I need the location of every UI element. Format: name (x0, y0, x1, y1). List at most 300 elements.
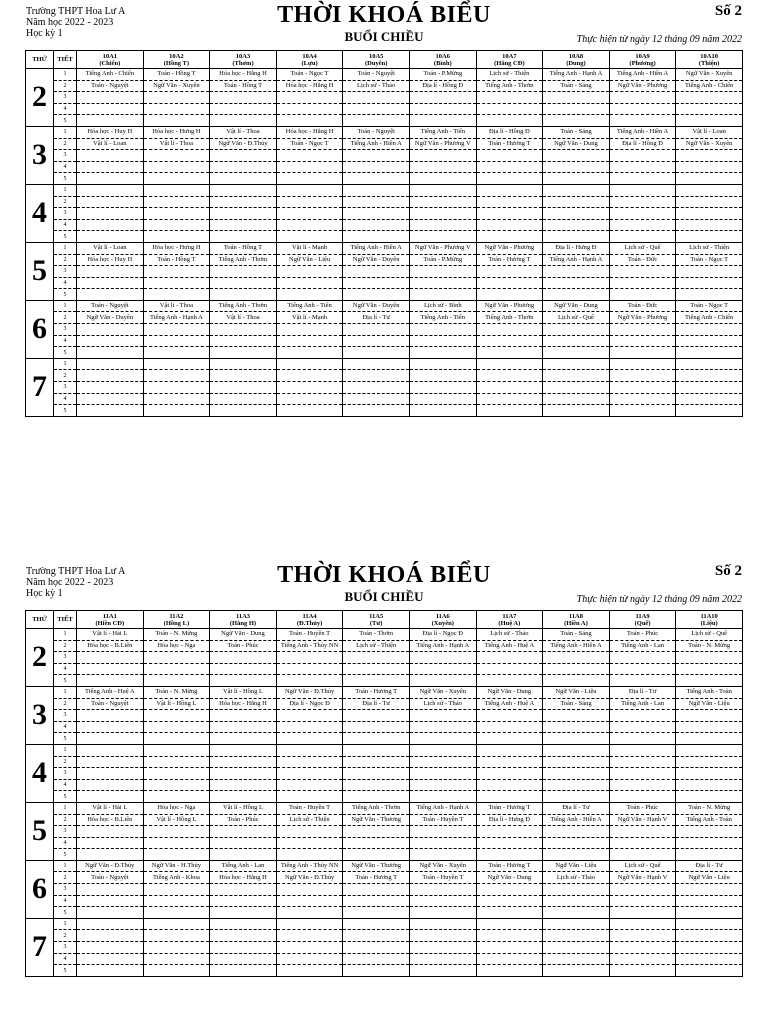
lesson-cell (77, 733, 144, 745)
lesson-cell (543, 393, 610, 405)
lesson-cell (143, 405, 210, 417)
lesson-cell: Địa lí - Hồng Đ (409, 80, 476, 92)
lesson-cell: Địa lí - Hưng Đ (476, 814, 543, 826)
lesson-cell (609, 277, 676, 289)
lesson-cell (276, 965, 343, 977)
lesson-cell: Tiếng Anh - Huệ A (476, 640, 543, 652)
lesson-cell (143, 779, 210, 791)
lesson-cell (609, 826, 676, 838)
effective-date: Thực hiện từ ngày 12 tháng 09 năm 2022 (576, 34, 742, 45)
lesson-cell (77, 277, 144, 289)
lesson-cell (543, 161, 610, 173)
lesson-cell: Tiếng Anh - Thơm (343, 802, 410, 814)
period-row (26, 208, 743, 220)
lesson-cell (543, 266, 610, 278)
lesson-cell (210, 744, 277, 756)
lesson-cell (609, 335, 676, 347)
lesson-cell (343, 791, 410, 803)
period-row (26, 358, 743, 370)
lesson-cell: Vật lí - Thoa (143, 300, 210, 312)
lesson-cell (143, 184, 210, 196)
lesson-cell (77, 675, 144, 687)
lesson-cell (476, 405, 543, 417)
lesson-cell (343, 173, 410, 185)
lesson-cell: Địa lí - Ngọc Đ (276, 698, 343, 710)
period-row (26, 103, 743, 115)
lesson-cell: Ngữ Văn - Duyên (77, 312, 144, 324)
lesson-cell (409, 826, 476, 838)
lesson-cell (210, 103, 277, 115)
period-number: 3 (54, 324, 77, 336)
homeroom-teacher: (Lựu) (301, 59, 318, 67)
lesson-cell: Tiếng Anh - Hiền A (609, 126, 676, 138)
period-row (26, 300, 743, 312)
lesson-cell: Địa lí - Tư (543, 802, 610, 814)
period-row (26, 779, 743, 791)
lesson-cell: Ngữ Văn - Hạnh V (609, 872, 676, 884)
lesson-cell (676, 675, 743, 687)
class-name: 11A6 (435, 612, 450, 620)
lesson-cell: Tiếng Anh - Hạnh A (543, 69, 610, 81)
lesson-cell (143, 710, 210, 722)
period-number: 4 (54, 103, 77, 115)
lesson-cell (210, 930, 277, 942)
lesson-cell: Tiếng Anh - Toàn (676, 686, 743, 698)
period-number: 3 (54, 92, 77, 104)
period-row (26, 266, 743, 278)
lesson-cell (476, 756, 543, 768)
lesson-cell (409, 721, 476, 733)
lesson-cell (409, 347, 476, 359)
lesson-cell (77, 335, 144, 347)
lesson-cell: Lịch sử - Quế (543, 312, 610, 324)
class-name: 10A4 (302, 52, 317, 60)
page-title: THỜI KHOÁ BIỂU (277, 2, 491, 28)
period-row (26, 663, 743, 675)
homeroom-teacher: (Hiền CĐ) (95, 619, 125, 627)
lesson-cell (609, 231, 676, 243)
class-name: 11A5 (369, 612, 384, 620)
lesson-cell (276, 405, 343, 417)
day-label: 7 (26, 358, 54, 416)
lesson-cell (77, 196, 144, 208)
lesson-cell (476, 370, 543, 382)
lesson-cell (210, 907, 277, 919)
lesson-cell (476, 837, 543, 849)
lesson-cell (476, 393, 543, 405)
lesson-cell: Vật lí - Hải L (77, 802, 144, 814)
period-number: 2 (54, 930, 77, 942)
lesson-cell (676, 918, 743, 930)
lesson-cell (210, 837, 277, 849)
lesson-cell (210, 756, 277, 768)
header-row (26, 51, 743, 69)
lesson-cell: Ngữ Văn - Liệu (676, 698, 743, 710)
lesson-cell (210, 393, 277, 405)
lesson-cell (543, 826, 610, 838)
lesson-cell (77, 721, 144, 733)
lesson-cell (210, 382, 277, 394)
sheet-number: Số 2 (714, 563, 742, 579)
lesson-cell (609, 115, 676, 127)
homeroom-teacher: (Liệu) (700, 619, 718, 627)
lesson-cell (343, 965, 410, 977)
lesson-cell (143, 266, 210, 278)
lesson-cell (543, 756, 610, 768)
lesson-cell (676, 895, 743, 907)
lesson-cell (343, 208, 410, 220)
lesson-cell (210, 277, 277, 289)
lesson-cell (476, 733, 543, 745)
lesson-cell (276, 335, 343, 347)
lesson-cell (476, 663, 543, 675)
lesson-cell (476, 161, 543, 173)
day-label: 6 (26, 300, 54, 358)
lesson-cell (276, 393, 343, 405)
lesson-cell (210, 231, 277, 243)
lesson-cell (609, 382, 676, 394)
lesson-cell (343, 907, 410, 919)
lesson-cell: Toán - Hương T (343, 686, 410, 698)
lesson-cell (409, 779, 476, 791)
lesson-cell (143, 895, 210, 907)
lesson-cell: Toán - Hồng T (143, 254, 210, 266)
lesson-cell (676, 115, 743, 127)
lesson-cell (143, 208, 210, 220)
lesson-cell (609, 744, 676, 756)
lesson-cell (143, 663, 210, 675)
lesson-cell (543, 231, 610, 243)
lesson-cell (676, 277, 743, 289)
lesson-cell (343, 710, 410, 722)
lesson-cell: Toán - Huyền T (276, 629, 343, 641)
class-column-header (276, 611, 343, 629)
period-row (26, 184, 743, 196)
lesson-cell (676, 826, 743, 838)
lesson-cell (210, 115, 277, 127)
lesson-cell: Ngữ Văn - Phương (609, 80, 676, 92)
lesson-cell (143, 277, 210, 289)
period-number: 1 (54, 126, 77, 138)
period-column-header: TIẾT (54, 51, 77, 69)
period-number: 2 (54, 312, 77, 324)
lesson-cell (276, 208, 343, 220)
lesson-cell: Ngữ Văn - Thương (343, 814, 410, 826)
lesson-cell (476, 196, 543, 208)
day-label: 2 (26, 629, 54, 687)
homeroom-teacher: (Bình) (433, 59, 452, 67)
lesson-cell: Ngữ Văn - Xuyên (409, 860, 476, 872)
class-column-header (77, 51, 144, 69)
lesson-cell (343, 266, 410, 278)
lesson-cell (476, 208, 543, 220)
lesson-cell (409, 382, 476, 394)
lesson-cell (343, 884, 410, 896)
lesson-cell (143, 907, 210, 919)
lesson-cell (676, 942, 743, 954)
period-row (26, 80, 743, 92)
lesson-cell (276, 942, 343, 954)
lesson-cell (476, 895, 543, 907)
period-row (26, 382, 743, 394)
lesson-cell (343, 405, 410, 417)
lesson-cell (409, 849, 476, 861)
lesson-cell: Vật lí - Hồng L (143, 814, 210, 826)
period-number: 3 (54, 768, 77, 780)
period-number: 2 (54, 756, 77, 768)
lesson-cell (276, 710, 343, 722)
lesson-cell (210, 884, 277, 896)
period-number: 3 (54, 652, 77, 664)
lesson-cell (276, 277, 343, 289)
lesson-cell (343, 675, 410, 687)
lesson-cell (143, 335, 210, 347)
period-number: 3 (54, 884, 77, 896)
lesson-cell: Toán - Phúc (210, 640, 277, 652)
lesson-cell: Toán - Hồng T (210, 242, 277, 254)
class-column-header (409, 611, 476, 629)
lesson-cell: Toán - Hương T (476, 254, 543, 266)
lesson-cell (609, 965, 676, 977)
lesson-cell (476, 92, 543, 104)
school-name: Trường THPT Hoa Lư A (26, 6, 126, 17)
day-label: 3 (26, 686, 54, 744)
lesson-cell (343, 930, 410, 942)
lesson-cell (609, 733, 676, 745)
sheet-number: Số 2 (714, 3, 742, 19)
lesson-cell (143, 837, 210, 849)
day-label: 4 (26, 184, 54, 242)
period-row (26, 254, 743, 266)
homeroom-teacher: (Đ.Thủy) (296, 619, 323, 627)
lesson-cell: Địa lí - Tư (343, 312, 410, 324)
lesson-cell (210, 370, 277, 382)
school-name: Trường THPT Hoa Lư A (26, 566, 126, 577)
lesson-cell: Lịch sử - Quế (609, 242, 676, 254)
lesson-cell (343, 150, 410, 162)
lesson-cell (409, 196, 476, 208)
lesson-cell (276, 779, 343, 791)
period-row (26, 675, 743, 687)
lesson-cell (543, 965, 610, 977)
lesson-cell (409, 358, 476, 370)
lesson-cell (676, 733, 743, 745)
class-name: 11A9 (635, 612, 650, 620)
lesson-cell (343, 358, 410, 370)
period-number: 2 (54, 370, 77, 382)
period-number: 4 (54, 779, 77, 791)
lesson-cell: Toán - Huyền T (409, 872, 476, 884)
lesson-cell: Lịch sử - Quế (676, 629, 743, 641)
lesson-cell (77, 358, 144, 370)
period-row (26, 721, 743, 733)
lesson-cell (409, 675, 476, 687)
lesson-cell (543, 721, 610, 733)
lesson-cell (210, 791, 277, 803)
lesson-cell (676, 907, 743, 919)
lesson-cell (143, 918, 210, 930)
lesson-cell (143, 92, 210, 104)
class-column-header (409, 51, 476, 69)
lesson-cell (276, 161, 343, 173)
lesson-cell: Ngữ Văn - Dung (543, 300, 610, 312)
lesson-cell: Lịch sử - Quế (609, 860, 676, 872)
lesson-cell: Tiếng Anh - Huệ A (476, 698, 543, 710)
lesson-cell (409, 895, 476, 907)
lesson-cell (543, 196, 610, 208)
lesson-cell (276, 744, 343, 756)
lesson-cell (77, 289, 144, 301)
period-number: 1 (54, 629, 77, 641)
day-label: 3 (26, 126, 54, 184)
lesson-cell (543, 382, 610, 394)
period-number: 4 (54, 721, 77, 733)
period-row (26, 918, 743, 930)
lesson-cell: Tiếng Anh - Tiến (409, 126, 476, 138)
lesson-cell (609, 92, 676, 104)
lesson-cell (276, 652, 343, 664)
lesson-cell (609, 907, 676, 919)
homeroom-teacher: (Tư) (369, 619, 383, 627)
lesson-cell: Vật lí - Loan (77, 242, 144, 254)
lesson-cell: Hóa học - B.Liên (77, 814, 144, 826)
lesson-cell (609, 837, 676, 849)
period-row (26, 652, 743, 664)
lesson-cell (409, 208, 476, 220)
class-column-header (143, 51, 210, 69)
lesson-cell (210, 184, 277, 196)
lesson-cell (276, 231, 343, 243)
lesson-cell: Vật lí - Hồng L (143, 698, 210, 710)
period-row (26, 698, 743, 710)
lesson-cell (676, 744, 743, 756)
lesson-cell (210, 710, 277, 722)
period-number: 2 (54, 80, 77, 92)
lesson-cell (343, 393, 410, 405)
period-row (26, 895, 743, 907)
lesson-cell (543, 791, 610, 803)
lesson-cell: Hóa học - Huy H (77, 126, 144, 138)
lesson-cell (143, 733, 210, 745)
lesson-cell (343, 733, 410, 745)
lesson-cell (77, 849, 144, 861)
lesson-cell (210, 405, 277, 417)
lesson-cell: Toán - Hồng T (210, 80, 277, 92)
lesson-cell (543, 849, 610, 861)
lesson-cell (676, 930, 743, 942)
lesson-cell (343, 756, 410, 768)
lesson-cell: Vật lí - Loan (77, 138, 144, 150)
lesson-cell (676, 289, 743, 301)
lesson-cell (343, 335, 410, 347)
period-row (26, 196, 743, 208)
lesson-cell: Toán - Nguyệt (77, 698, 144, 710)
lesson-cell (476, 907, 543, 919)
day-label: 5 (26, 242, 54, 300)
lesson-cell (276, 370, 343, 382)
lesson-cell (676, 324, 743, 336)
lesson-cell (77, 710, 144, 722)
lesson-cell (77, 930, 144, 942)
lesson-cell (609, 918, 676, 930)
lesson-cell (343, 721, 410, 733)
lesson-cell (676, 756, 743, 768)
lesson-cell: Toán - Nguyệt (77, 872, 144, 884)
lesson-cell: Toán - N. Mừng (676, 802, 743, 814)
lesson-cell (676, 710, 743, 722)
lesson-cell (210, 173, 277, 185)
timetable (25, 50, 743, 417)
lesson-cell (343, 895, 410, 907)
period-row (26, 312, 743, 324)
lesson-cell (210, 849, 277, 861)
period-number: 5 (54, 791, 77, 803)
lesson-cell (543, 710, 610, 722)
lesson-cell (676, 837, 743, 849)
lesson-cell (210, 358, 277, 370)
lesson-cell (676, 103, 743, 115)
lesson-cell: Lịch sử - Thiện (343, 640, 410, 652)
lesson-cell (676, 347, 743, 359)
lesson-cell: Ngữ Văn - Đ.Thủy (77, 860, 144, 872)
lesson-cell: Tiếng Anh - Hạnh A (409, 802, 476, 814)
period-row (26, 907, 743, 919)
lesson-cell: Toán - Phúc (609, 802, 676, 814)
lesson-cell: Tiếng Anh - Lan (609, 640, 676, 652)
day-label: 6 (26, 860, 54, 918)
lesson-cell (676, 161, 743, 173)
lesson-cell (343, 277, 410, 289)
lesson-cell: Ngữ Văn - Liệu (676, 872, 743, 884)
lesson-cell (276, 358, 343, 370)
lesson-cell (343, 768, 410, 780)
period-number: 3 (54, 710, 77, 722)
lesson-cell (609, 219, 676, 231)
lesson-cell: Toán - Đức (609, 300, 676, 312)
lesson-cell (77, 907, 144, 919)
lesson-cell: Ngữ Văn - Xuyên (143, 80, 210, 92)
lesson-cell (77, 768, 144, 780)
lesson-cell (276, 675, 343, 687)
lesson-cell: Vật lí - Loan (676, 126, 743, 138)
lesson-cell (343, 826, 410, 838)
effective-date: Thực hiện từ ngày 12 tháng 09 năm 2022 (576, 594, 742, 605)
lesson-cell (476, 335, 543, 347)
lesson-cell (143, 942, 210, 954)
lesson-cell (609, 663, 676, 675)
lesson-cell: Ngữ Văn - Xuyên (409, 686, 476, 698)
period-number: 4 (54, 161, 77, 173)
period-row (26, 965, 743, 977)
lesson-cell (77, 837, 144, 849)
lesson-cell (143, 953, 210, 965)
lesson-cell (77, 884, 144, 896)
period-row (26, 173, 743, 185)
lesson-cell: Hóa học - Hưng H (143, 242, 210, 254)
school-year: Năm học 2022 - 2023 (26, 577, 114, 588)
lesson-cell: Tiếng Anh - Chiến (676, 80, 743, 92)
lesson-cell (276, 103, 343, 115)
lesson-cell (143, 826, 210, 838)
lesson-cell (343, 92, 410, 104)
lesson-cell (609, 173, 676, 185)
lesson-cell (476, 347, 543, 359)
lesson-cell (143, 382, 210, 394)
lesson-cell: Ngữ Văn - Phương V (409, 138, 476, 150)
lesson-cell (276, 918, 343, 930)
lesson-cell (77, 231, 144, 243)
lesson-cell (676, 266, 743, 278)
